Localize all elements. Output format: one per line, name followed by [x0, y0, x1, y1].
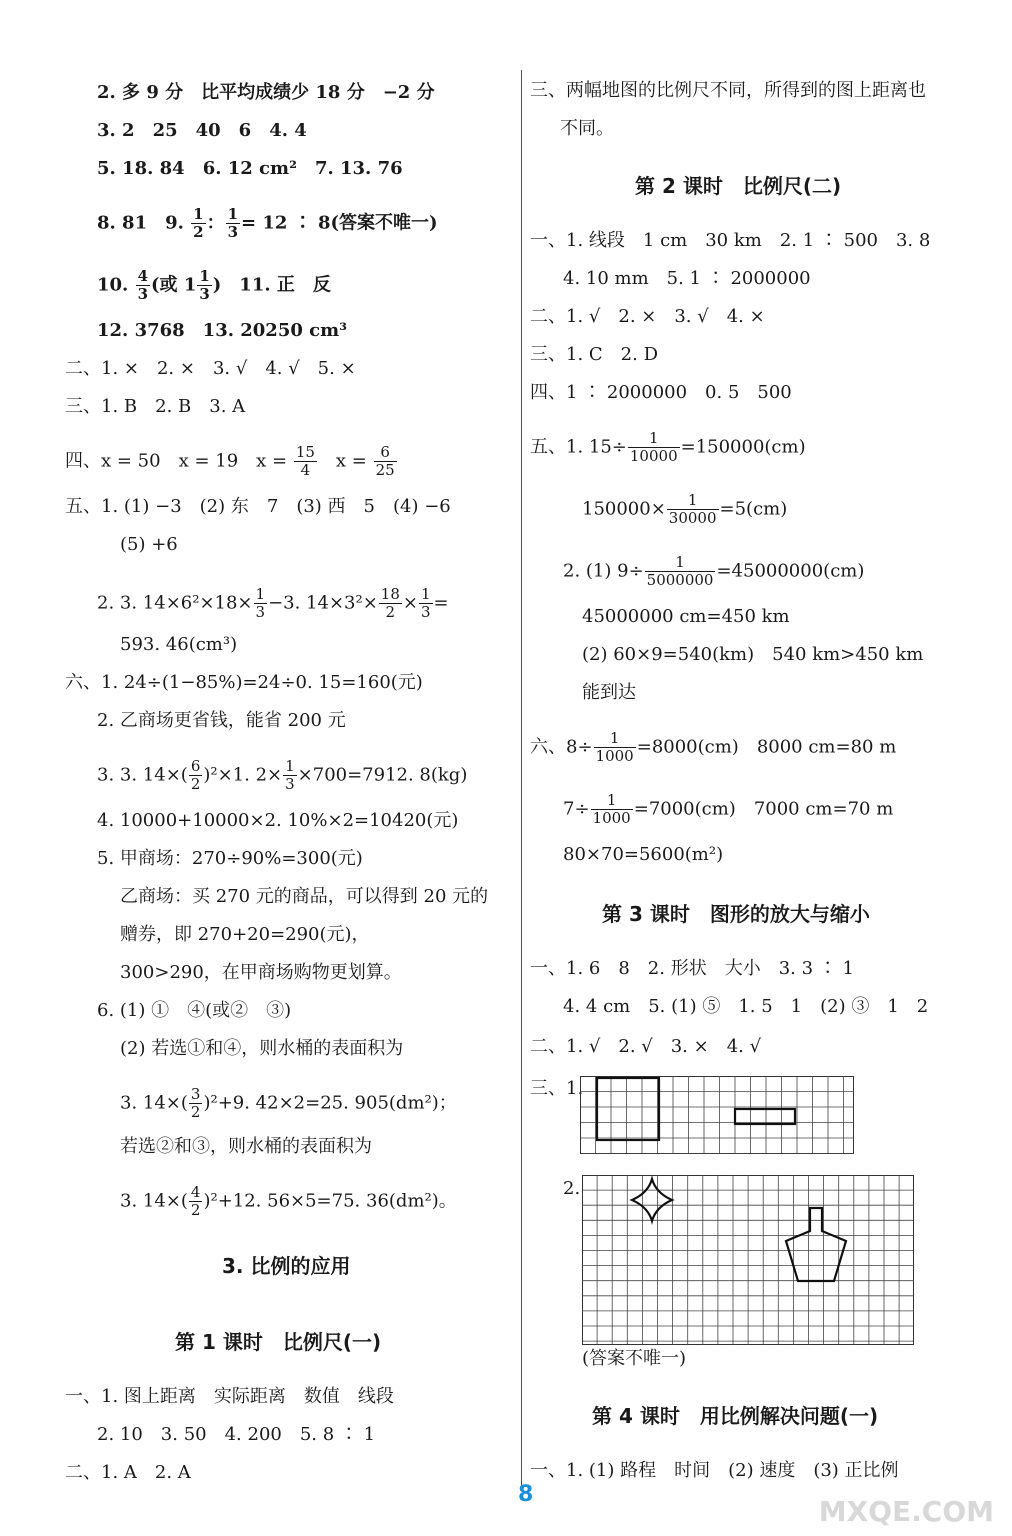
lesson-heading: 第 2 课时 比例尺(二) — [635, 174, 842, 198]
fraction: $\frac{1}{3}$ — [285, 757, 295, 793]
text: 7÷ — [563, 798, 590, 820]
fraction: $\frac{18}{2}$ — [380, 585, 400, 621]
answer-line — [563, 554, 864, 589]
text: 2. 3. 14×6²×18× — [97, 592, 253, 614]
answer-line — [563, 792, 893, 827]
answer-line: 6. (1) ① ④(或② ③) — [97, 1000, 292, 1021]
answer-line — [97, 758, 467, 793]
answer-line: 300>290，在甲商场购物更划算。 — [120, 962, 402, 983]
text: 五、1. 15÷ — [530, 436, 627, 458]
text: 10. — [97, 274, 135, 296]
answer-line — [97, 206, 438, 241]
text: )²×1. 2× — [203, 764, 283, 786]
text: 3. 3. 14×( — [97, 764, 188, 786]
text: × — [402, 592, 418, 614]
answer-line: 3. 2 25 40 6 4. 4 — [97, 120, 307, 141]
answer-line: 2. 乙商场更省钱，能省 200 元 — [97, 710, 346, 731]
text: 四、x = 50 x = 19 x = — [65, 450, 293, 472]
text: x = — [317, 450, 373, 472]
answer-line — [97, 586, 449, 621]
answer-line — [120, 1086, 457, 1121]
grid-figure-1 — [580, 1076, 856, 1156]
star-shape — [632, 1179, 672, 1221]
answer-line: 乙商场：买 270 元的商品，可以得到 20 元的 — [120, 886, 489, 907]
answer-line — [120, 1184, 457, 1219]
fraction: $\frac{6}{2}$ — [190, 757, 201, 793]
fraction: $\frac{1}{10000}$ — [629, 429, 678, 465]
answer-line: 2. 多 9 分 比平均成绩少 18 分 −2 分 — [97, 82, 435, 103]
grid-figure-2 — [582, 1175, 916, 1347]
answer-line: 三、1. — [530, 1078, 584, 1099]
answer-line: 一、1. 6 8 2. 形状 大小 3. 3 ∶ 1 — [530, 958, 854, 979]
fraction: $\frac{1}{3}$ — [255, 585, 266, 621]
answer-line: 三、1. C 2. D — [530, 344, 658, 365]
answer-line: 80×70=5600(m²) — [563, 844, 724, 865]
answer-line: 二、1. √ 2. × 3. √ 4. × — [530, 306, 765, 327]
fraction: $\frac{4}{3}$ — [137, 267, 149, 303]
text: 六、8÷ — [530, 736, 593, 758]
text: −3. 14×3²× — [268, 592, 378, 614]
lesson-heading: 第 1 课时 比例尺(一) — [175, 1330, 382, 1354]
answer-line — [530, 730, 896, 765]
fraction: $\frac{1}{5000000}$ — [646, 553, 714, 589]
fraction: $\frac{1}{30000}$ — [668, 491, 717, 527]
fraction: $\frac{1}{3}$ — [227, 205, 239, 241]
answer-line: 六、1. 24÷(1−85%)=24÷0. 15=160(元) — [65, 672, 423, 693]
answer-line: 二、1. √ 2. √ 3. × 4. √ — [530, 1036, 762, 1057]
text: =5(cm) — [719, 498, 788, 520]
fraction: $\frac{15}{4}$ — [295, 443, 315, 479]
answer-line — [65, 444, 398, 479]
answer-line: 5. 甲商场：270÷90%=300(元) — [97, 848, 363, 869]
answer-line: (5) +6 — [120, 534, 178, 555]
answer-line: 一、1. 图上距离 实际距离 数值 线段 — [65, 1386, 394, 1407]
enlarged-rectangle — [597, 1078, 659, 1140]
lesson-heading: 第 3 课时 图形的放大与缩小 — [602, 902, 870, 926]
answer-line: 2. — [563, 1178, 581, 1199]
lesson-heading: 第 4 课时 用比例解决问题(一) — [592, 1404, 879, 1428]
text: ×700=7912. 8(kg) — [297, 764, 468, 786]
text: = 12 ∶ 8(答案不唯一) — [241, 212, 438, 234]
text: ： — [206, 212, 225, 234]
watermark: MXQE.COM — [818, 1495, 994, 1528]
text: 3. 14×( — [120, 1190, 188, 1212]
column-divider — [521, 70, 522, 1490]
answer-line: 593. 46(cm³) — [120, 634, 238, 655]
answer-line: (2) 若选①和④，则水桶的表面积为 — [120, 1038, 404, 1059]
text: )²+12. 56×5=75. 36(dm²)。 — [203, 1190, 457, 1212]
text: =8000(cm) 8000 cm=80 m — [636, 736, 897, 758]
page-number: 8 — [518, 1482, 534, 1507]
answer-line: 若选②和③，则水桶的表面积为 — [120, 1136, 372, 1157]
fraction: $\frac{6}{25}$ — [375, 443, 395, 479]
answer-line — [530, 430, 806, 465]
fraction: $\frac{1}{2}$ — [193, 205, 204, 241]
fraction: $\frac{1}{3}$ — [199, 267, 210, 303]
reduced-rectangle — [735, 1109, 795, 1124]
answer-line: 不同。 — [560, 118, 614, 139]
answer-line: 4. 10 mm 5. 1 ∶ 2000000 — [563, 268, 811, 289]
fraction: $\frac{4}{2}$ — [190, 1183, 201, 1219]
answer-line: 12. 3768 13. 20250 cm³ — [97, 320, 348, 341]
answer-note: (答案不唯一) — [582, 1348, 687, 1369]
text: =150000(cm) — [680, 436, 806, 458]
text: )²+9. 42×2=25. 905(dm²)； — [203, 1092, 457, 1114]
text: 8. 81 9. — [97, 212, 191, 234]
fraction: $\frac{1}{1000}$ — [592, 791, 631, 827]
answer-line: 三、两幅地图的比例尺不同，所得到的图上距离也 — [530, 80, 926, 101]
text: =7000(cm) 7000 cm=70 m — [633, 798, 894, 820]
text: ) 11. 正 反 — [212, 274, 331, 296]
answer-line: 五、1. (1) −3 (2) 东 7 (3) 西 5 (4) −6 — [65, 496, 451, 517]
answer-line: 2. 10 3. 50 4. 200 5. 8 ∶ 1 — [97, 1424, 376, 1445]
fraction: $\frac{1}{1000}$ — [595, 729, 634, 765]
answer-line: 5. 18. 84 6. 12 cm² 7. 13. 76 — [97, 158, 403, 179]
answer-line: 二、1. A 2. A — [65, 1462, 191, 1483]
fraction: $\frac{1}{3}$ — [420, 585, 431, 621]
pentagon-shape — [786, 1208, 846, 1281]
fraction: $\frac{3}{2}$ — [190, 1085, 201, 1121]
text: 3. 14×( — [120, 1092, 188, 1114]
text: 2. (1) 9÷ — [563, 560, 644, 582]
answer-line: 能到达 — [582, 682, 636, 703]
answer-line: 三、1. B 2. B 3. A — [65, 396, 246, 417]
answer-line: 45000000 cm=450 km — [582, 606, 790, 627]
text: (或 1 — [151, 274, 197, 296]
answer-line: 4. 4 cm 5. (1) ⑤ 1. 5 1 (2) ③ 1 2 — [563, 996, 929, 1017]
text: = — [433, 592, 449, 614]
answer-line: 赠券，即 270+20=290(元)， — [120, 924, 370, 945]
answer-line — [582, 492, 787, 527]
answer-line: 4. 10000+10000×2. 10%×2=10420(元) — [97, 810, 459, 831]
answer-line: 一、1. 线段 1 cm 30 km 2. 1 ∶ 500 3. 8 — [530, 230, 931, 251]
answer-line: 一、1. (1) 路程 时间 (2) 速度 (3) 正比例 — [530, 1460, 899, 1481]
section-heading: 3. 比例的应用 — [222, 1254, 351, 1278]
text: 150000× — [582, 498, 666, 520]
answer-line: 二、1. × 2. × 3. √ 4. √ 5. × — [65, 358, 356, 379]
text: =45000000(cm) — [716, 560, 865, 582]
answer-line — [97, 268, 331, 303]
answer-line: (2) 60×9=540(km) 540 km>450 km — [582, 644, 924, 665]
answer-line: 四、1 ∶ 2000000 0. 5 500 — [530, 382, 792, 403]
